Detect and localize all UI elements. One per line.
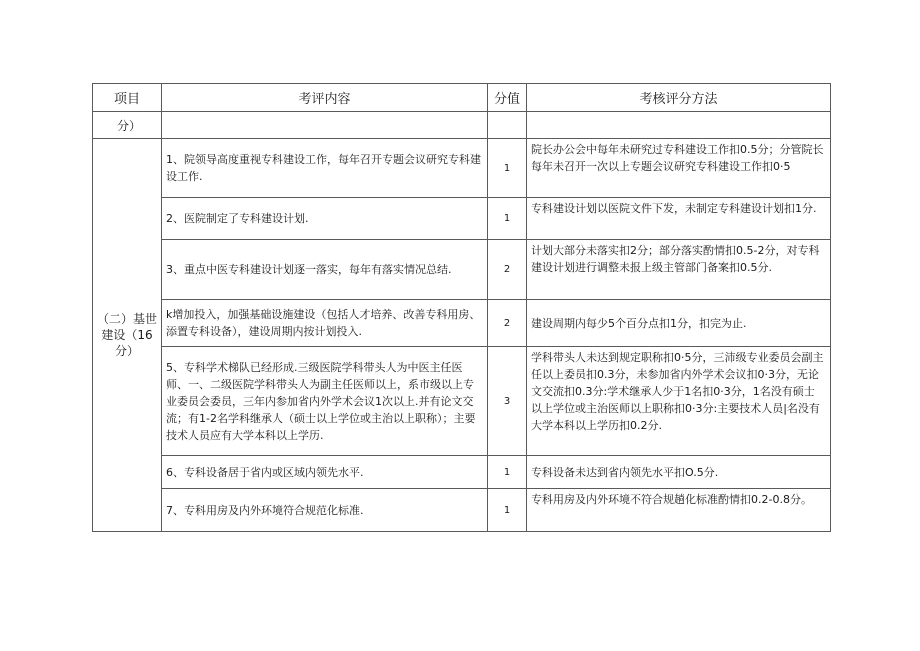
method-cell	[527, 198, 831, 240]
header-method: 考核评分方法	[527, 84, 831, 112]
method-text: 专科建设计划以医院文件下发，未制定专科建设计划扣1分.	[531, 202, 817, 215]
empty-cell	[162, 112, 488, 139]
method-text: 建设周期内每少5个百分点扣1分，扣完为止.	[531, 316, 747, 330]
content-cell: 6、专科设备居于省内或区域内领先水平.	[162, 456, 488, 489]
method-text: 专科用房及内外环境不符合规趟化标准酌情扣0.2-0.8分。	[531, 493, 812, 506]
table-row	[93, 347, 831, 456]
method-text: 专科设备未达到省内领先水平扣O.5分.	[531, 465, 719, 479]
header-score: 分值	[488, 84, 527, 112]
category-line: （二）基世	[97, 312, 158, 326]
table-row	[93, 489, 831, 532]
content-cell: 3、重点中医专科建设计划逐一落实，每年有落实情况总结.	[162, 240, 488, 300]
category-line: 建设（16	[101, 328, 153, 342]
project-continuation: 分）	[93, 112, 162, 139]
continuation-row	[93, 112, 831, 139]
category-line: 分）	[114, 344, 139, 358]
method-cell	[527, 347, 831, 456]
score-cell: 1	[488, 198, 527, 240]
score-cell: 2	[488, 300, 527, 347]
header-row	[93, 84, 831, 112]
category-cell	[93, 139, 162, 532]
table-row	[93, 300, 831, 347]
content-cell: 2、医院制定了专科建设计划.	[162, 198, 488, 240]
content-cell: 1、院领导高度重视专科建设工作，每年召开专题会议研究专科建设工作.	[162, 139, 488, 198]
content-cell: k增加投入，加强基础设施建设（包括人才培养、改善专科用房、添置专科设备），建设周期内按计划投入.	[162, 300, 488, 347]
score-cell: 1	[488, 139, 527, 198]
method-cell	[527, 240, 831, 300]
empty-cell	[488, 112, 527, 139]
method-cell	[527, 139, 831, 198]
table-row	[93, 456, 831, 489]
score-cell: 1	[488, 489, 527, 532]
header-project: 项目	[93, 84, 162, 112]
score-cell: 2	[488, 240, 527, 300]
table-row	[93, 139, 831, 198]
method-text: 院长办公会中每年未研究过专科建设工作扣0.5分；分管院长每年未召开一次以上专题会议研究专科建设工作扣0·5	[531, 143, 824, 173]
evaluation-table	[92, 83, 831, 532]
method-text: 计划大部分未落实扣2分；部分落实酌情扣0.5-2分，对专科建设计划进行调整未报上级主管部门备案扣0.5分.	[531, 244, 820, 274]
method-text: 学科带头人未达到规定职称扣0·5分，三沛级专业委员会副主任以上委员扣0.3分，未参加省内外学术会议扣0·3分，无论文交流扣0.3分:学术继承人少于1名扣0·3分，1名没有硕士以上学位或主治医师以上职称扣0·3分:主要技术人员|名没有大学本科以上学历扣0.2分.	[531, 351, 824, 432]
score-cell: 1	[488, 456, 527, 489]
method-cell	[527, 300, 831, 347]
table-row	[93, 240, 831, 300]
content-cell: 5、专科学术梯队已经形成.三级医院学科带头人为中医主任医师、一、二级医院学科带头人为副主任医师以上，系市级以上专业委员会委员，三年内参加省内外学术会议1次以上.并有论文交流；有1-2名学科继承人（硕士以上学位或主治以上职称）；主要技术人员应有大学本科以上学历.	[162, 347, 488, 456]
score-cell: 3	[488, 347, 527, 456]
method-cell	[527, 489, 831, 532]
table-row	[93, 198, 831, 240]
header-content: 考评内容	[162, 84, 488, 112]
empty-cell	[527, 112, 831, 139]
method-cell	[527, 456, 831, 489]
content-cell: 7、专科用房及内外环境符合规范化标准.	[162, 489, 488, 532]
